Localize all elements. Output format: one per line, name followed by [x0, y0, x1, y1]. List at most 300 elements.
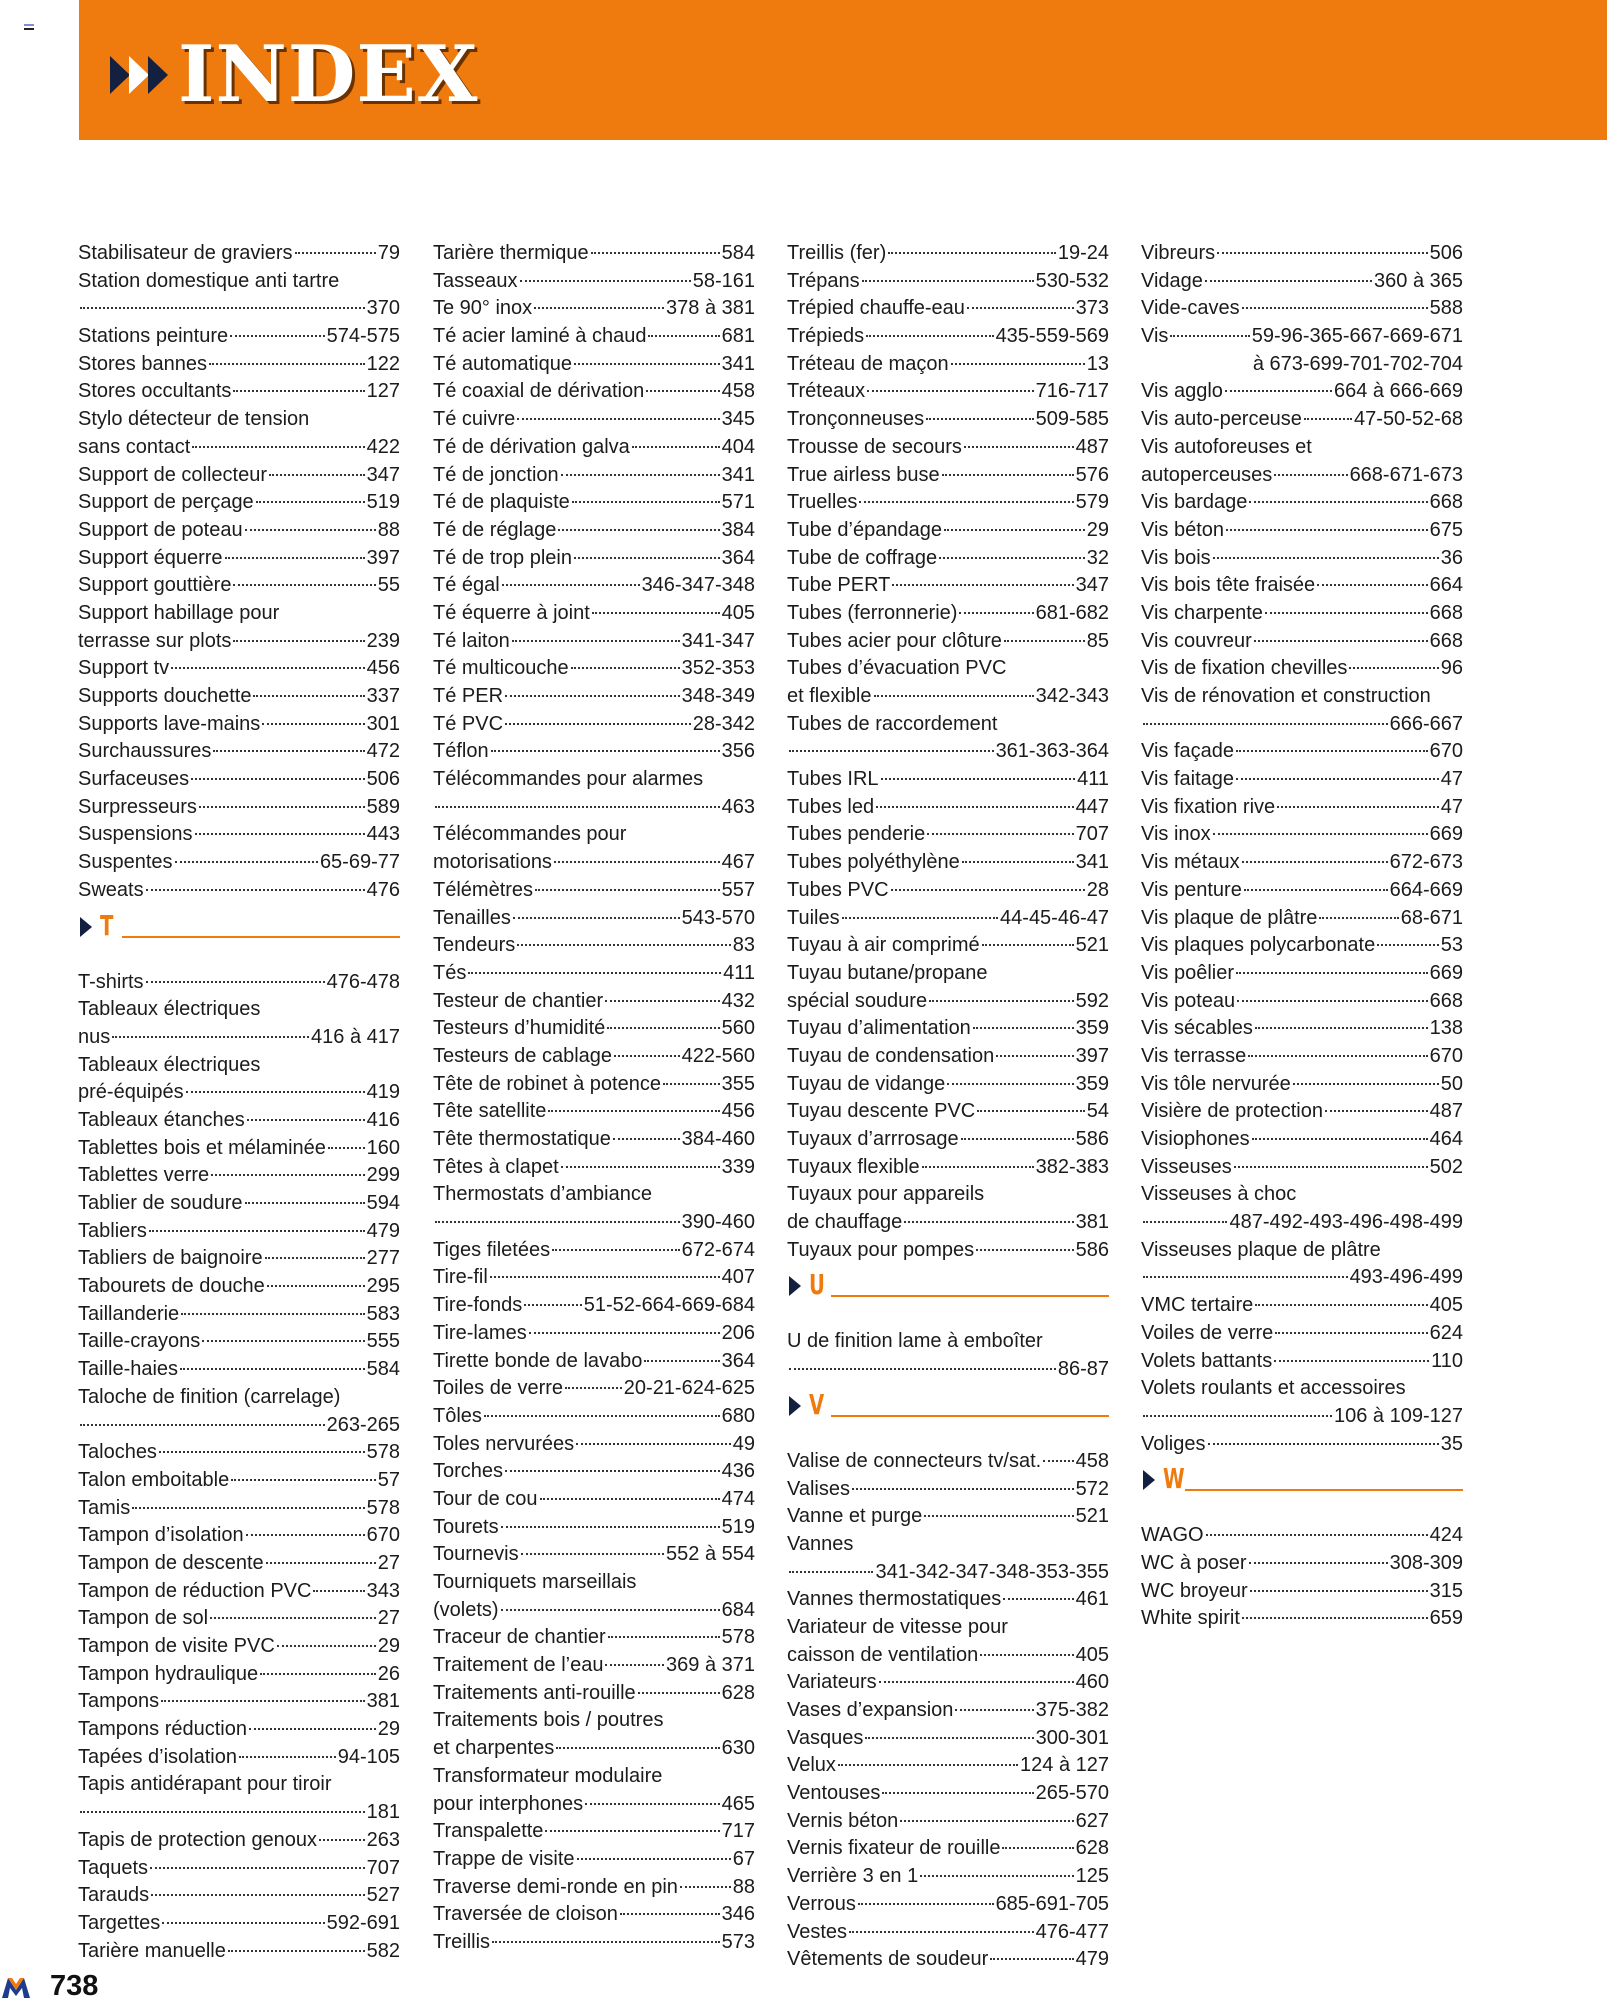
entry-term: T-shirts — [78, 970, 144, 993]
entry-term: Thermostats d’ambiance — [433, 1183, 652, 1206]
entry-pages: 355 — [721, 1072, 755, 1095]
dot-leader — [1252, 1138, 1428, 1140]
index-entry — [433, 1320, 755, 1348]
entry-pages: 435-559-569 — [995, 325, 1109, 348]
entry-pages: 579 — [1075, 491, 1109, 514]
section-letter: W — [1163, 1462, 1185, 1496]
entry-pages: 668 — [1429, 491, 1463, 514]
dot-leader — [632, 446, 720, 448]
entry-pages: 472 — [366, 740, 400, 763]
index-entry — [1141, 988, 1463, 1016]
dot-leader — [1217, 252, 1428, 254]
index-column-2 — [433, 240, 755, 1957]
entry-pages: 432 — [721, 989, 755, 1012]
index-entry — [78, 1024, 400, 1052]
entry-pages: 381 — [1075, 1211, 1109, 1234]
index-entry — [78, 1910, 400, 1938]
entry-term: Valise de connecteurs tv/sat. — [787, 1449, 1042, 1472]
entry-term: Treillis (fer) — [787, 242, 887, 264]
index-entry — [433, 655, 755, 683]
index-entry — [787, 1614, 1109, 1642]
dot-leader — [1319, 917, 1398, 919]
entry-term: Supports douchette — [78, 685, 252, 707]
entry-pages: 405 — [1075, 1643, 1109, 1666]
entry-pages: 265-570 — [1035, 1782, 1109, 1805]
index-entry — [78, 517, 400, 545]
dot-leader — [561, 474, 720, 476]
entry-term: Tronçonneuses — [787, 408, 925, 431]
index-entry — [787, 1328, 1109, 1356]
dot-leader — [225, 557, 365, 559]
index-entry — [78, 1716, 400, 1744]
dot-leader — [80, 1811, 365, 1813]
entry-term: Tube d’épandage — [787, 518, 942, 541]
entry-term: Stores bannes — [78, 352, 207, 375]
index-entry — [787, 738, 1109, 766]
entry-term: Traitement de l’eau — [433, 1654, 604, 1677]
entry-pages: 716-717 — [1035, 380, 1109, 403]
index-entry — [78, 877, 400, 905]
entry-term: Tuyau de condensation — [787, 1044, 995, 1067]
entry-term: Tuyaux pour appareils — [787, 1183, 985, 1206]
entry-term: Vannes thermostatiques — [787, 1588, 1002, 1611]
index-entry — [1141, 351, 1463, 379]
entry-pages: 461 — [1075, 1588, 1109, 1611]
dot-leader — [838, 1764, 1018, 1766]
index-entry — [787, 794, 1109, 822]
entry-term: Stabilisateur de graviers — [78, 242, 293, 264]
index-entry — [787, 1098, 1109, 1126]
dot-leader — [900, 1820, 1073, 1822]
entry-pages: 672-674 — [681, 1238, 755, 1261]
dot-leader — [505, 1470, 720, 1472]
entry-pages: 127 — [366, 380, 400, 403]
section-divider — [831, 1415, 1109, 1417]
dot-leader — [233, 584, 375, 586]
entry-pages: 299 — [366, 1164, 400, 1187]
entry-term: Support tv — [78, 657, 170, 680]
entry-pages: 44-45-46-47 — [1000, 906, 1109, 929]
index-entry — [787, 1356, 1109, 1384]
index-entry — [787, 268, 1109, 296]
index-entry — [1141, 545, 1463, 573]
dot-leader — [267, 1285, 365, 1287]
dot-leader — [161, 1700, 364, 1702]
entry-term: terrasse sur plots — [78, 629, 232, 652]
entry-pages: 382-383 — [1035, 1155, 1109, 1178]
entry-term: Té acier laminé à chaud — [433, 325, 647, 348]
entry-pages: 36 — [1440, 546, 1463, 569]
dot-leader — [521, 1553, 664, 1555]
index-entry — [787, 1476, 1109, 1504]
entry-pages: 375-382 — [1035, 1699, 1109, 1721]
entry-pages: 456 — [366, 657, 400, 680]
entry-pages: 543-570 — [681, 906, 755, 929]
entry-term: Tube PERT — [787, 574, 891, 597]
dot-leader — [852, 1488, 1074, 1490]
entry-pages: 557 — [721, 878, 755, 901]
entry-pages: 347 — [1075, 574, 1109, 597]
entry-term: Vide-caves — [1141, 297, 1240, 320]
entry-term: Taloche de finition (carrelage) — [78, 1385, 341, 1408]
dot-leader — [149, 1230, 365, 1232]
index-entry — [433, 1043, 755, 1071]
entry-term: Vis auto-perceuse — [1141, 408, 1302, 431]
entry-pages: 341-342-347-348-353-355 — [875, 1560, 1109, 1583]
dot-leader — [245, 1202, 365, 1204]
entry-pages: 35 — [1440, 1432, 1463, 1455]
index-entry — [1141, 462, 1463, 490]
index-entry — [78, 711, 400, 739]
entry-pages: 364 — [721, 1349, 755, 1372]
entry-term: Télémètres — [433, 878, 534, 901]
entry-term: Trépans — [787, 269, 860, 292]
index-entry — [78, 738, 400, 766]
entry-pages: 487-492-493-496-498-499 — [1229, 1211, 1463, 1234]
dot-leader — [964, 446, 1074, 448]
dot-leader — [540, 1498, 720, 1500]
entry-term: Traverse demi-ronde en pin — [433, 1875, 678, 1898]
index-entry — [787, 683, 1109, 711]
index-entry — [78, 351, 400, 379]
entry-term: pré-équipés — [78, 1081, 184, 1104]
dot-leader — [929, 1000, 1074, 1002]
dot-leader — [1242, 307, 1428, 309]
entry-pages: 263-265 — [326, 1413, 400, 1436]
index-entry — [78, 1827, 400, 1855]
index-entry — [78, 1882, 400, 1910]
dot-leader — [159, 1451, 365, 1453]
dot-leader — [556, 1747, 719, 1749]
index-entry — [787, 462, 1109, 490]
dot-leader — [558, 529, 719, 531]
entry-pages: 578 — [721, 1626, 755, 1649]
entry-pages: 628 — [1075, 1837, 1109, 1860]
entry-term: Tampon de sol — [78, 1607, 209, 1630]
index-entry — [433, 1181, 755, 1209]
entry-pages: 356 — [721, 740, 755, 763]
index-entry — [78, 1052, 400, 1080]
dot-leader — [1236, 778, 1439, 780]
entry-pages: 381 — [366, 1690, 400, 1713]
triangle-icon — [80, 917, 92, 937]
entry-pages: 424 — [1429, 1524, 1463, 1547]
index-entry — [433, 932, 755, 960]
entry-term: Support équerre — [78, 546, 223, 569]
dot-leader — [1277, 806, 1439, 808]
entry-term: Visseuses plaque de plâtre — [1141, 1238, 1381, 1261]
dot-leader — [484, 1415, 720, 1417]
entry-pages: 50 — [1440, 1072, 1463, 1095]
dot-leader — [644, 1360, 719, 1362]
dot-leader — [517, 418, 719, 420]
entry-term: Té de dérivation galva — [433, 435, 630, 458]
entry-pages: 397 — [1075, 1044, 1109, 1067]
dot-leader — [502, 584, 640, 586]
entry-pages: 506 — [366, 768, 400, 791]
dot-leader — [492, 1941, 720, 1943]
entry-pages: 479 — [366, 1219, 400, 1242]
dot-leader — [874, 695, 1034, 697]
entry-pages: 573 — [721, 1930, 755, 1953]
dot-leader — [1003, 1598, 1073, 1600]
dot-leader — [513, 917, 680, 919]
entry-term: Vis bois — [1141, 546, 1211, 569]
index-entry — [787, 1669, 1109, 1697]
entry-term: Transformateur modulaire — [433, 1764, 663, 1787]
entry-pages: 456 — [721, 1100, 755, 1123]
index-entry — [433, 1569, 755, 1597]
dot-leader — [638, 1692, 720, 1694]
dot-leader — [1249, 1562, 1388, 1564]
entry-term: Supports lave-mains — [78, 712, 261, 735]
entry-term: Vis autoforeuses et — [1141, 435, 1312, 458]
entry-pages: 29 — [377, 1718, 400, 1741]
index-entry — [433, 988, 755, 1016]
index-entry — [1141, 821, 1463, 849]
index-entry — [433, 240, 755, 268]
entry-term: Visseuses — [1141, 1155, 1232, 1178]
entry-term: Té automatique — [433, 352, 572, 375]
entry-pages: 422 — [366, 435, 400, 458]
entry-term: Vis faitage — [1141, 768, 1235, 791]
dot-leader — [319, 1839, 365, 1841]
index-column-1 — [78, 240, 400, 1965]
entry-pages: 79 — [377, 242, 400, 264]
entry-pages: 584 — [721, 242, 755, 264]
entry-term: Tamis — [78, 1496, 131, 1519]
dot-leader — [879, 1681, 1074, 1683]
index-entry — [1141, 1605, 1463, 1633]
index-entry — [78, 489, 400, 517]
dot-leader — [80, 307, 365, 309]
entry-term: Traitements bois / poutres — [433, 1709, 664, 1732]
entry-term: Surfaceuses — [78, 768, 190, 791]
dot-leader — [571, 667, 680, 669]
entry-pages: 397 — [366, 546, 400, 569]
index-entry — [787, 905, 1109, 933]
entry-pages: 360 à 365 — [1374, 269, 1463, 292]
dot-leader — [955, 1709, 1033, 1711]
index-entry — [78, 295, 400, 323]
index-entry — [78, 1273, 400, 1301]
dot-leader — [577, 1858, 731, 1860]
index-entry — [787, 1946, 1109, 1974]
dot-leader — [501, 1526, 720, 1528]
index-entry — [1141, 1264, 1463, 1292]
entry-pages: 348-349 — [681, 685, 755, 707]
entry-term: Tirette bonde de lavabo — [433, 1349, 643, 1372]
entry-pages: 487 — [1429, 1100, 1463, 1123]
index-entry — [433, 1486, 755, 1514]
entry-term: Vasques — [787, 1726, 864, 1749]
entry-term: White spirit — [1141, 1607, 1240, 1630]
index-entry — [433, 794, 755, 822]
entry-term: WAGO — [1141, 1524, 1204, 1547]
entry-pages: 664-669 — [1389, 878, 1463, 901]
dot-leader — [859, 501, 1073, 503]
section-letter: T — [100, 908, 114, 942]
dot-leader — [1265, 612, 1428, 614]
index-entry — [433, 877, 755, 905]
index-entry — [787, 1503, 1109, 1531]
index-entry — [1141, 766, 1463, 794]
index-entry — [78, 1412, 400, 1440]
index-entry — [78, 1744, 400, 1772]
dot-leader — [247, 1119, 365, 1121]
dot-leader — [262, 723, 364, 725]
dot-leader — [920, 1875, 1073, 1877]
dot-leader — [1208, 1443, 1439, 1445]
entry-term: Tubes PVC — [787, 878, 889, 901]
index-entry — [433, 821, 755, 849]
index-entry — [78, 683, 400, 711]
entry-pages: 384-460 — [681, 1128, 755, 1150]
entry-pages: 502 — [1429, 1155, 1463, 1178]
entry-term: Té égal — [433, 574, 500, 597]
entry-term: Tuyaux pour pompes — [787, 1238, 975, 1261]
index-entry — [1141, 932, 1463, 960]
entry-term: Tubes led — [787, 795, 875, 818]
entry-term: Vis penture — [1141, 878, 1242, 901]
index-entry — [78, 1384, 400, 1412]
entry-term: Taquets — [78, 1856, 149, 1879]
index-entry — [1141, 378, 1463, 406]
index-entry — [78, 794, 400, 822]
entry-term: Tabliers de baignoire — [78, 1247, 263, 1270]
entry-term: Vis terrasse — [1141, 1044, 1247, 1067]
index-entry — [433, 1458, 755, 1486]
entry-pages: 560 — [721, 1017, 755, 1040]
entry-term: Tabliers — [78, 1219, 147, 1242]
menu-icon[interactable] — [24, 24, 34, 34]
dot-leader — [554, 861, 720, 863]
index-entry — [78, 1301, 400, 1329]
index-entry — [433, 268, 755, 296]
entry-pages: 83 — [732, 934, 755, 957]
dot-leader — [959, 612, 1033, 614]
index-entry — [433, 295, 755, 323]
entry-pages: 681 — [721, 325, 755, 348]
index-entry — [1141, 517, 1463, 545]
index-entry — [78, 1688, 400, 1716]
entry-pages: 405 — [1429, 1294, 1463, 1317]
dot-leader — [260, 1673, 376, 1675]
section-divider — [1185, 1489, 1463, 1491]
entry-term: Toiles de verre — [433, 1377, 564, 1400]
index-entry — [78, 1162, 400, 1190]
entry-term: Tourniquets marseillais — [433, 1571, 637, 1593]
entry-term: Vis charpente — [1141, 601, 1263, 624]
index-entry — [433, 1597, 755, 1625]
entry-pages: 65-69-77 — [319, 851, 400, 874]
dot-leader — [256, 501, 365, 503]
entry-term: Stylo détecteur de tension — [78, 408, 310, 431]
entry-term: Tableaux étanches — [78, 1108, 245, 1131]
entry-term: Tubes de raccordement — [787, 712, 998, 735]
dot-leader — [990, 1958, 1073, 1960]
entry-term: sans contact — [78, 435, 191, 458]
entry-term: Tapées d’isolation — [78, 1745, 237, 1768]
entry-pages: 47 — [1440, 795, 1463, 818]
entry-pages: 295 — [366, 1275, 400, 1298]
entry-term: Volets battants — [1141, 1349, 1273, 1372]
entry-pages: 443 — [366, 823, 400, 846]
entry-pages: 373 — [1075, 297, 1109, 320]
entry-pages: 572 — [1075, 1477, 1109, 1500]
index-entry — [787, 655, 1109, 683]
entry-pages: 341-347 — [681, 629, 755, 652]
entry-pages: 277 — [366, 1247, 400, 1270]
index-entry — [787, 351, 1109, 379]
entry-pages: 684 — [721, 1598, 755, 1621]
dot-leader — [789, 750, 994, 752]
entry-pages: 51-52-664-669-684 — [583, 1294, 755, 1317]
index-entry — [1141, 1578, 1463, 1606]
dot-leader — [1237, 1000, 1427, 1002]
index-entry — [787, 1071, 1109, 1099]
index-entry — [78, 434, 400, 462]
entry-pages: 124 à 127 — [1020, 1754, 1109, 1777]
entry-term: Tournevis — [433, 1543, 519, 1566]
entry-term: Vibreurs — [1141, 242, 1216, 264]
triangle-icon — [789, 1396, 801, 1416]
entry-pages: à 673-699-701-702-704 — [1252, 352, 1463, 375]
entry-pages: 509-585 — [1035, 408, 1109, 431]
entry-term: Visiophones — [1141, 1128, 1250, 1150]
entry-term: Té de trop plein — [433, 546, 572, 569]
entry-pages: 588 — [1429, 297, 1463, 320]
entry-term: Tapis antidérapant pour tiroir — [78, 1773, 332, 1796]
entry-pages: 586 — [1075, 1238, 1109, 1261]
entry-term: caisson de ventilation — [787, 1643, 979, 1666]
index-entry — [78, 240, 400, 268]
index-entry — [1141, 1431, 1463, 1459]
section-divider — [831, 1295, 1109, 1297]
index-entry — [1141, 1126, 1463, 1154]
index-entry — [433, 462, 755, 490]
entry-term: U de finition lame à emboîter — [787, 1330, 1043, 1353]
entry-pages: 370 — [366, 297, 400, 320]
entry-term: Taille-crayons — [78, 1330, 201, 1353]
index-entry — [787, 1863, 1109, 1891]
entry-term: Tire-lames — [433, 1321, 527, 1344]
index-entry — [787, 434, 1109, 462]
index-entry — [787, 849, 1109, 877]
fast-forward-arrows-icon — [110, 56, 170, 94]
dot-leader — [162, 1922, 324, 1924]
index-entry — [433, 1431, 755, 1459]
entry-pages: 54 — [1086, 1100, 1109, 1123]
index-entry — [787, 1209, 1109, 1237]
dot-leader — [491, 750, 720, 752]
dot-leader — [1170, 335, 1249, 337]
index-entry — [1141, 600, 1463, 628]
dot-leader — [1254, 640, 1428, 642]
dot-leader — [517, 944, 730, 946]
dot-leader — [944, 529, 1085, 531]
entry-pages: 181 — [366, 1801, 400, 1824]
section-letter: U — [809, 1268, 825, 1302]
dot-leader — [1002, 1847, 1073, 1849]
entry-term: Testeur de chantier — [433, 989, 604, 1012]
dot-leader — [529, 1332, 720, 1334]
entry-term: Surchaussures — [78, 740, 212, 763]
index-entry — [1141, 1403, 1463, 1431]
index-entry — [787, 295, 1109, 323]
dot-leader — [548, 1110, 719, 1112]
entry-pages: 592 — [1075, 989, 1109, 1012]
